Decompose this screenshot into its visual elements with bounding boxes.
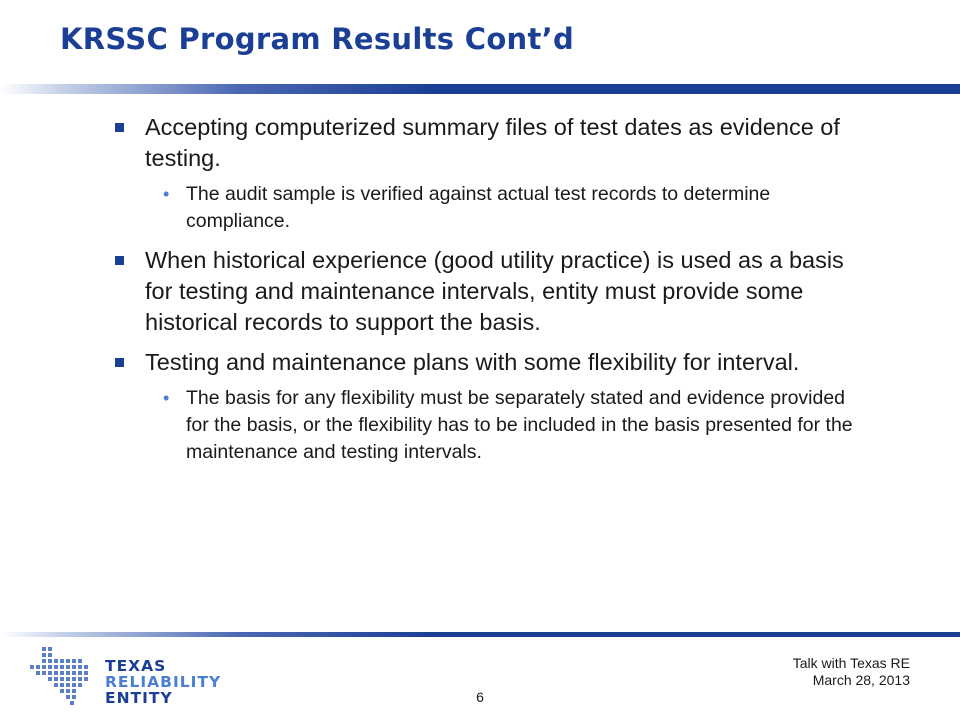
bullet-item <box>115 245 855 338</box>
footer-event-info <box>793 655 910 689</box>
texas-map-icon <box>30 645 105 707</box>
footer-event: Talk with Texas RE <box>792 655 910 671</box>
dot-bullet-icon: • <box>163 184 170 204</box>
sub-bullet-text: The audit sample is verified against actual test records to determine compliance. <box>186 183 771 232</box>
bullet-item <box>115 112 855 174</box>
slide-body <box>115 112 855 476</box>
logo-line-entity: ENTITY <box>105 689 173 707</box>
footer-divider-rule <box>0 632 960 637</box>
square-bullet-icon <box>115 123 124 132</box>
square-bullet-icon <box>115 256 124 265</box>
logo-line-reliability: RELIABILITY <box>105 673 222 691</box>
slide-title: KRSSC Program Results Cont’d <box>60 22 575 56</box>
logo-line-texas: TEXAS <box>105 657 167 675</box>
texas-re-logo <box>30 645 220 707</box>
title-divider-rule <box>0 84 960 94</box>
bullet-text: Testing and maintenance plans with some flexibility for interval. <box>145 349 800 375</box>
sub-bullet-item <box>115 181 855 235</box>
footer-date: March 28, 2013 <box>812 672 910 688</box>
bullet-text: Accepting computerized summary files of test dates as evidence of testing. <box>145 114 840 171</box>
page-number: 6 <box>476 689 484 705</box>
sub-bullet-item <box>115 385 855 466</box>
bullet-item <box>115 347 855 378</box>
square-bullet-icon <box>115 358 124 367</box>
dot-bullet-icon: • <box>163 388 170 408</box>
bullet-text: When historical experience (good utility practice) is used as a basis for testing and maintenance intervals, entity must provide some historical records to support the basis. <box>145 247 844 335</box>
sub-bullet-text: The basis for any flexibility must be separately stated and evidence provided for the basis, or the flexibility has to be included in the basis presented for the maintenance and testing intervals. <box>186 387 853 463</box>
